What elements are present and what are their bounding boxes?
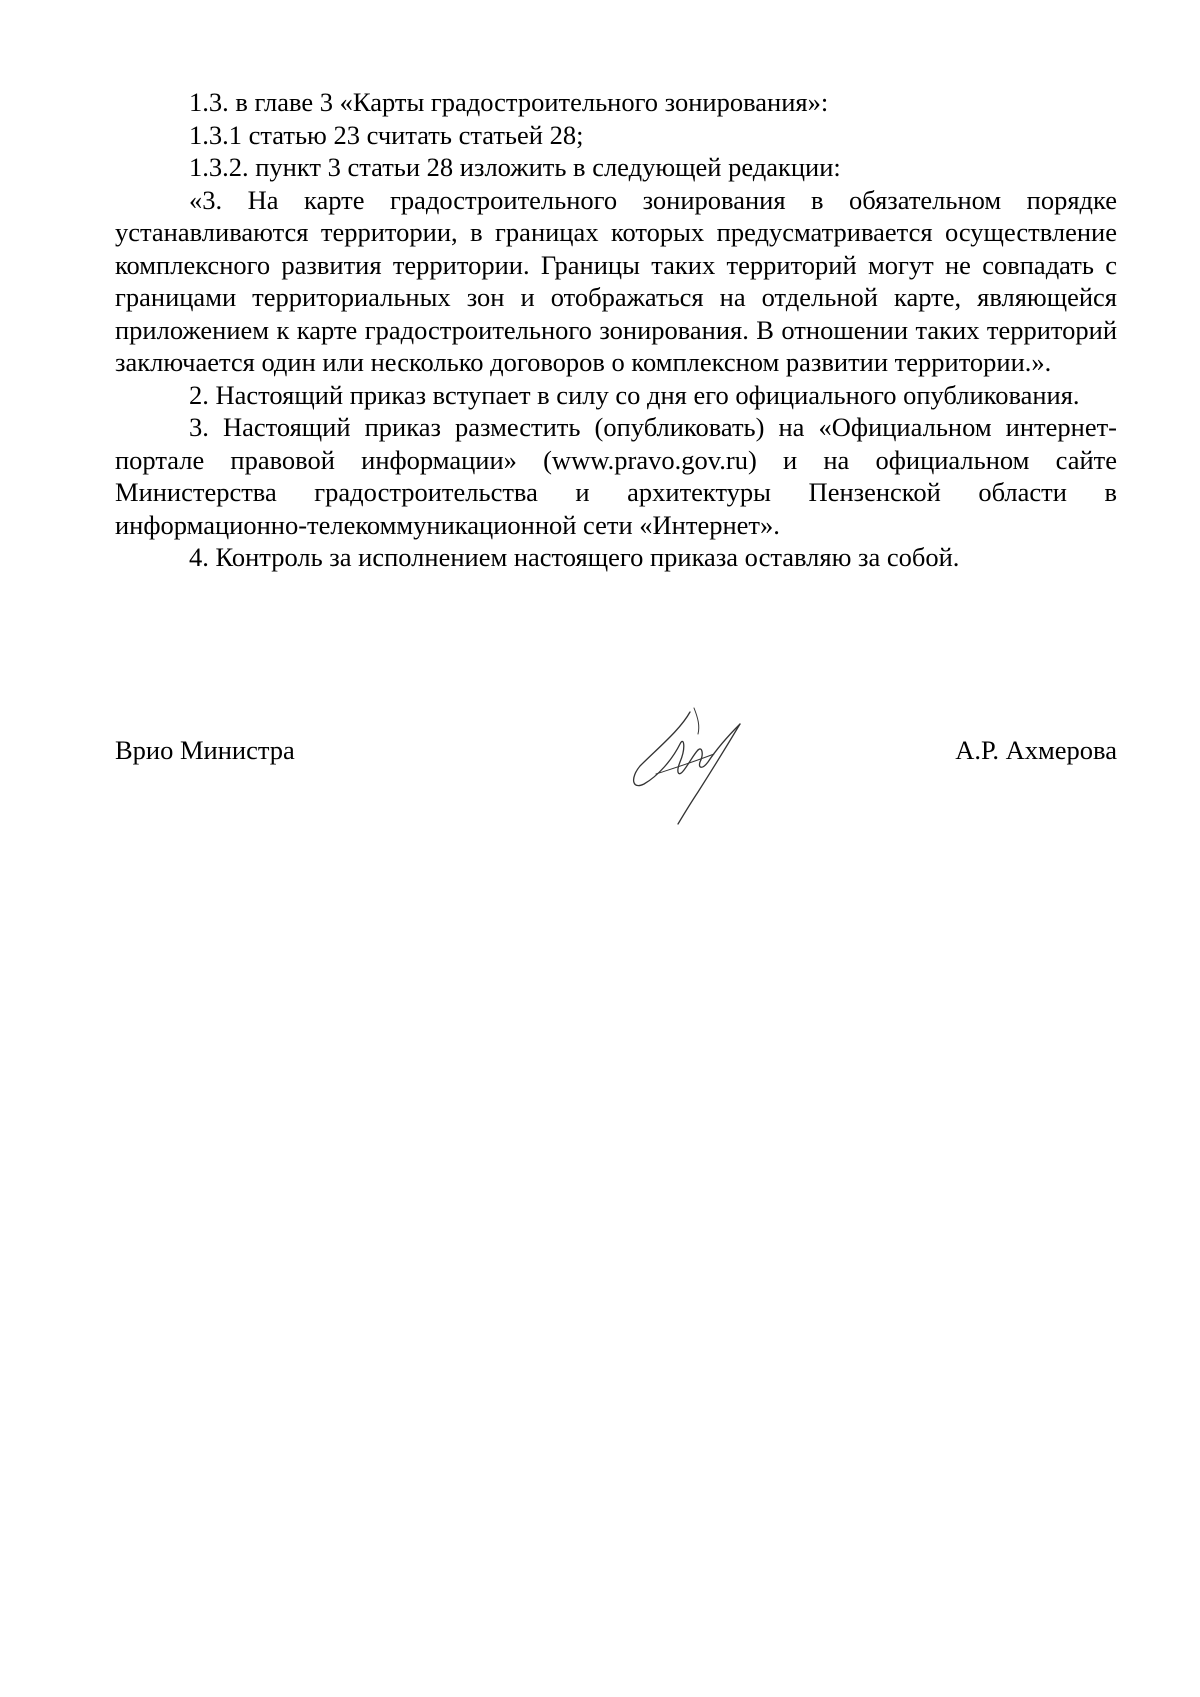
- paragraph-quote-3: «3. На карте градостроительного зонирования в обязательном порядке устанавливаются территории, в границах которых предусматривается осуществление комплексного развития территории. Границы таких территорий могут не совпадать с границами территориальных зон и отображаться на отдельной карте, являющейся приложением к карте градостроительного зонирования. В отношении таких территорий заключается один или несколько договоров о комплексном развитии территории.».: [115, 184, 1117, 377]
- document-body: [115, 86, 1117, 574]
- signatory-name: А.Р. Ахмерова: [955, 735, 1117, 765]
- paragraph-1-3-2: 1.3.2. пункт 3 статьи 28 изложить в следующей редакции:: [189, 152, 841, 182]
- signature-block: [115, 734, 1117, 774]
- paragraph-1-3-1: 1.3.1 статью 23 считать статьей 28;: [189, 119, 584, 150]
- paragraph-3: 3. Настоящий приказ разместить (опубликовать) на «Официальном интернет-портале правовой информации» (www.pravo.gov.ru) и на официальном сайте Министерства градостроительства и архитектуры Пензенской области в информационно-телекоммуникационной сети «Интернет».: [115, 412, 1117, 540]
- paragraph-1-3: 1.3. в главе 3 «Карты градостроительного зонирования»:: [189, 87, 829, 117]
- paragraph-2: 2. Настоящий приказ вступает в силу со дня его официального опубликования.: [189, 379, 1080, 410]
- paragraph-4: 4. Контроль за исполнением настоящего приказа оставляю за собой.: [189, 542, 960, 572]
- handwritten-signature: [628, 700, 768, 830]
- signatory-position: Врио Министра: [115, 735, 295, 765]
